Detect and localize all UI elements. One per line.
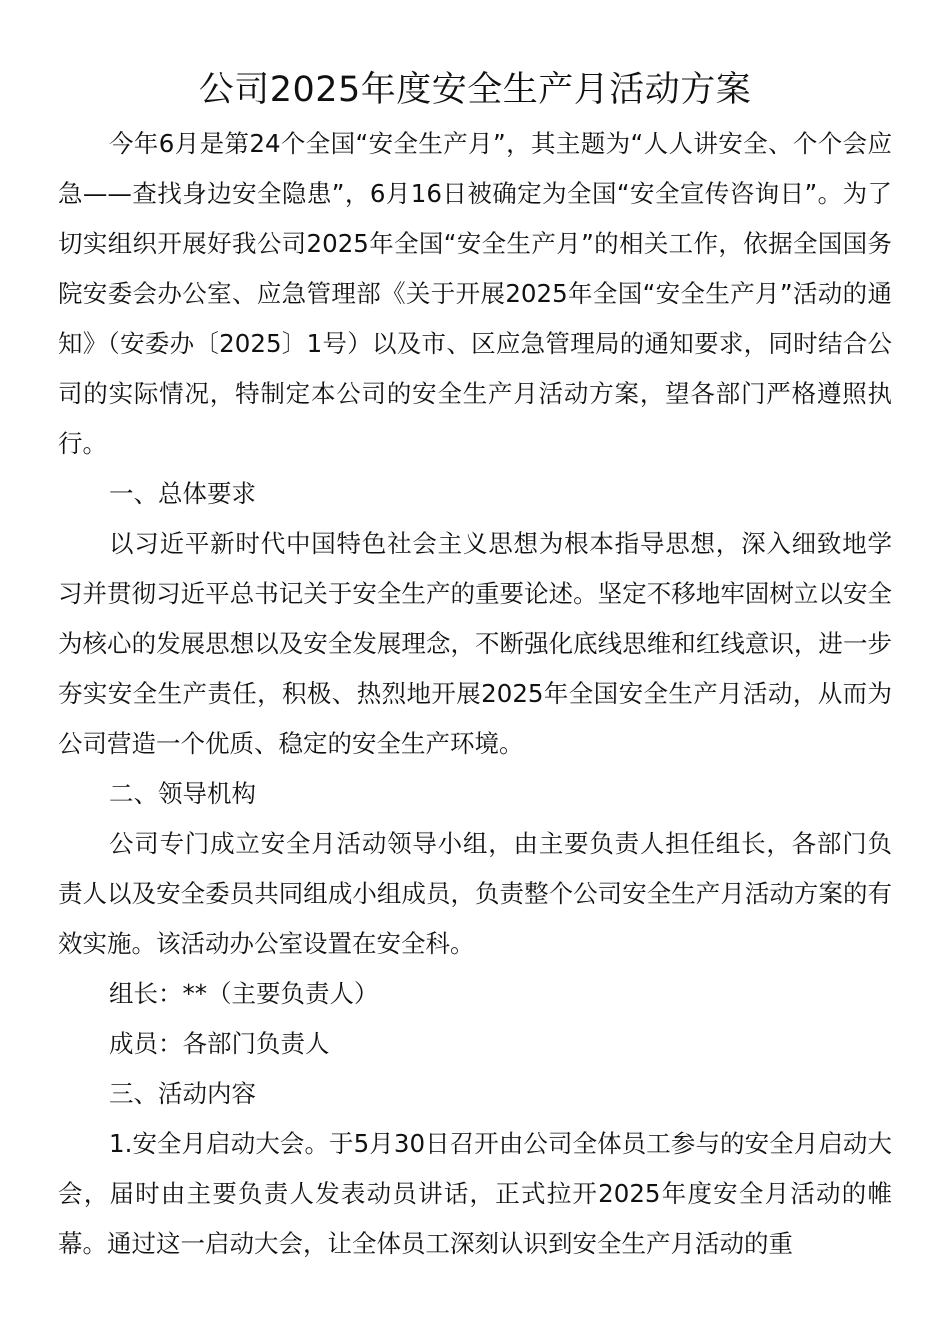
section-body-leadership: 公司专门成立安全月活动领导小组，由主要负责人担任组长，各部门负责人以及安全委员共同组成小组成员，负责整个公司安全生产月活动方案的有效实施。该活动办公室设置在安全科。 (58, 829, 892, 958)
section-heading-general-requirements: 一、总体要求 (109, 479, 256, 508)
section-body-general-requirements: 以习近平新时代中国特色社会主义思想为根本指导思想，深入细致地学习并贯彻习近平总书记关于安全生产的重要论述。坚定不移地牢固树立以安全为核心的发展思想以及安全发展理念，不断强化底线思维和红线意识，进一步夯实安全生产责任，积极、热烈地开展2025年全国安全生产月活动，从而为公司营造一个优质、稳定的安全生产环境。 (58, 529, 892, 758)
section-heading-activities: 三、活动内容 (109, 1079, 256, 1108)
intro-paragraph: 今年6月是第24个全国“安全生产月”，其主题为“人人讲安全、个个会应急——查找身边安全隐患”，6月16日被确定为全国“安全宣传咨询日”。为了切实组织开展好我公司2025年全国“安全生产月”的相关工作，依据全国国务院安委会办公室、应急管理部《关于开展2025年全国“安全生产月”活动的通知》（安委办〔2025〕1号）以及市、区应急管理局的通知要求，同时结合公司的实际情况，特制定本公司的安全生产月活动方案，望各部门严格遵照执行。 (58, 129, 892, 458)
members-line: 成员：各部门负责人 (109, 1029, 330, 1058)
document-title: 公司2025年度安全生产月活动方案 (198, 70, 752, 110)
section-heading-leadership: 二、领导机构 (109, 779, 256, 808)
leader-line: 组长：**（主要负责人） (109, 979, 379, 1008)
document-page (58, 64, 892, 1269)
activity-item-1: 1.安全月启动大会。于5月30日召开由公司全体员工参与的安全月启动大会，届时由主要负责人发表动员讲话，正式拉开2025年度安全月活动的帷幕。通过这一启动大会，让全体员工深刻认识到安全生产月活动的重 (58, 1129, 892, 1258)
